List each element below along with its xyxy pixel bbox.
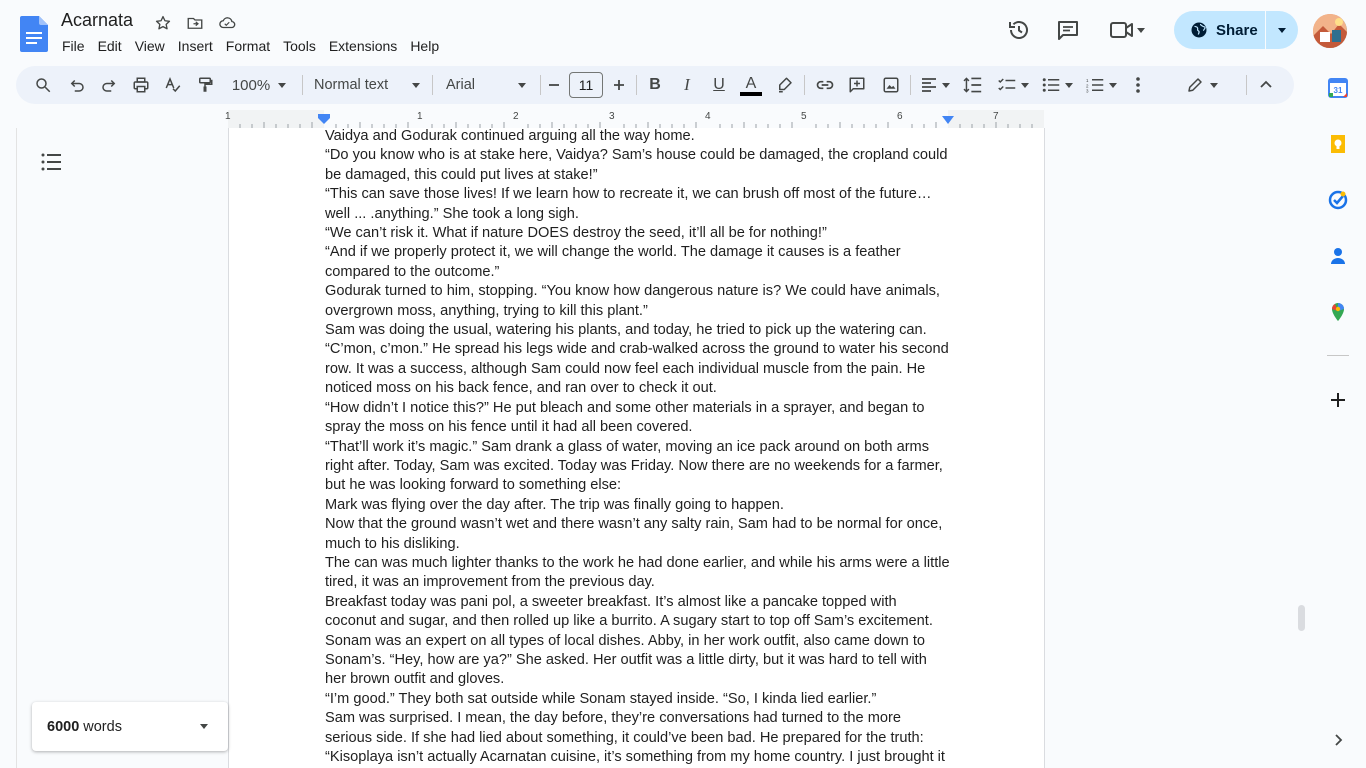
zoom-select[interactable] xyxy=(228,66,290,104)
ruler-label: 7 xyxy=(993,111,999,122)
menu-edit[interactable]: Edit xyxy=(97,38,122,54)
version-history-icon[interactable] xyxy=(1005,16,1033,44)
paragraph[interactable]: The can was much lighter thanks to the work he had done earlier, and while his arms were a little tired, it was an improvement from the previous day. xyxy=(325,554,950,591)
tasks-icon[interactable] xyxy=(1328,190,1348,210)
top-bar xyxy=(0,0,1366,64)
paragraph[interactable]: Sam was surprised. I mean, the day before, they’re conversations had turned to the more serious side. If she had lied about something, it could’ve been bad. He prepared for the truth: xyxy=(325,710,924,746)
toolbar-divider xyxy=(804,75,805,95)
ruler-label: 3 xyxy=(609,111,615,122)
menu-tools[interactable]: Tools xyxy=(283,38,316,54)
word-count-widget[interactable] xyxy=(32,702,228,751)
ruler-label: 1 xyxy=(225,111,231,122)
menu-bar xyxy=(62,37,452,55)
svg-text:3: 3 xyxy=(1085,88,1089,93)
word-count-label: words xyxy=(83,718,122,735)
increase-font-icon[interactable] xyxy=(609,66,629,104)
undo-icon[interactable] xyxy=(64,66,90,104)
paragraph[interactable]: Breakfast today was pani pol, a sweeter breakfast. It’s almost like a pancake topped with coconut and sugar, and then rolled up like a burrito. A sugary start to top off Sam’s excitement. Sonam was an expert on all types of local dishes. Abby, in her work outfit, also came down to Sonam’s. “Hey, how are ya?” She asked. Her outfit was a little dirty, but it was hard to tell with her brown outfit and gloves. xyxy=(325,593,933,688)
ruler-label: 2 xyxy=(513,111,519,122)
numbered-list-icon[interactable] xyxy=(1082,66,1120,104)
meet-video-icon[interactable] xyxy=(1108,16,1136,44)
zoom-dropdown-icon xyxy=(278,83,286,88)
paragraph-style-value: Normal text xyxy=(314,77,389,93)
toolbar-divider xyxy=(302,75,303,95)
menu-help[interactable]: Help xyxy=(410,38,440,54)
share-main-button[interactable] xyxy=(1174,11,1266,49)
paragraph-style-select[interactable] xyxy=(314,66,420,104)
style-dropdown-icon xyxy=(412,83,420,88)
print-icon[interactable] xyxy=(128,66,154,104)
bullet-list-icon[interactable] xyxy=(1038,66,1076,104)
move-folder-icon[interactable] xyxy=(184,12,206,34)
menu-extensions[interactable]: Extensions xyxy=(328,38,398,54)
editing-mode-icon[interactable] xyxy=(1182,66,1222,104)
document-body[interactable] xyxy=(325,128,951,767)
calendar-date: 31 xyxy=(1333,86,1343,95)
document-outline-icon[interactable] xyxy=(40,151,62,173)
globe-icon xyxy=(1190,21,1208,39)
more-icon[interactable] xyxy=(1126,66,1150,104)
bold-icon[interactable]: B xyxy=(649,76,661,93)
paragraph[interactable]: Mark was flying over the day after. The trip was finally going to happen. xyxy=(325,496,784,513)
docs-logo-icon[interactable] xyxy=(20,16,48,52)
menu-view[interactable]: View xyxy=(134,38,165,54)
add-comment-icon[interactable] xyxy=(844,66,870,104)
meet-dropdown-icon[interactable] xyxy=(1133,16,1149,44)
search-menus-icon[interactable] xyxy=(30,66,56,104)
paragraph[interactable]: Vaidya and Godurak continued arguing all the way home. xyxy=(325,128,695,144)
toolbar-divider xyxy=(910,75,911,95)
highlight-icon[interactable] xyxy=(772,66,798,104)
menu-format[interactable]: Format xyxy=(225,38,271,54)
underline-icon[interactable]: U xyxy=(713,76,725,93)
paragraph[interactable]: Godurak turned to him, stopping. “You know how dangerous nature is? We could have animals, overgrown moss, anything, trying to kill this plant.” xyxy=(325,283,940,319)
menu-file[interactable]: File xyxy=(62,38,85,54)
expand-panel-icon[interactable] xyxy=(1328,730,1348,750)
toolbar xyxy=(16,66,1294,104)
avatar[interactable] xyxy=(1313,14,1347,48)
toolbar-divider xyxy=(636,75,637,95)
contacts-icon[interactable] xyxy=(1328,246,1348,266)
font-value: Arial xyxy=(446,77,476,93)
star-icon[interactable] xyxy=(152,12,174,34)
zoom-value: 100% xyxy=(231,76,271,94)
svg-text:1: 1 xyxy=(1085,78,1089,83)
share-button[interactable] xyxy=(1174,11,1298,49)
font-size-input[interactable]: 11 xyxy=(569,72,603,98)
menu-insert[interactable]: Insert xyxy=(177,38,213,54)
paragraph[interactable]: “And if we properly protect it, we will change the world. The damage it causes is a feather compared to the outcome.” xyxy=(325,244,901,280)
align-icon[interactable] xyxy=(916,66,954,104)
side-panel-divider xyxy=(1327,355,1349,356)
paragraph[interactable]: “That’ll work it’s magic.” Sam drank a glass of water, moving an ice pack around on both arms right after. Today, Sam was excited. Today was Friday. Now there are no weekends for a farmer, but he was looking forward to something else: xyxy=(325,438,943,494)
word-count-dropdown-icon[interactable] xyxy=(200,724,208,729)
paint-format-icon[interactable] xyxy=(192,66,218,104)
ruler-ticks xyxy=(228,110,1044,128)
svg-text:2: 2 xyxy=(1085,83,1089,89)
document-page[interactable] xyxy=(228,128,1045,768)
toolbar-divider xyxy=(1246,75,1247,95)
horizontal-ruler[interactable] xyxy=(225,110,1044,128)
paragraph[interactable]: “Kisoplaya isn’t actually Acarnatan cuisine, it’s something from my home country. I just brought it xyxy=(325,749,945,765)
toolbar-divider xyxy=(432,75,433,95)
document-title[interactable]: Acarnata xyxy=(61,10,134,30)
line-spacing-icon[interactable] xyxy=(960,66,986,104)
cloud-saved-icon[interactable] xyxy=(216,12,238,34)
paragraph[interactable]: Now that the ground wasn’t wet and there wasn’t any salty rain, Sam had to be normal for once, much to his disliking. xyxy=(325,516,943,552)
ruler-label: 1 xyxy=(417,111,423,122)
paragraph[interactable]: “This can save those lives! If we learn how to recreate it, we can brush off most of the future…well ... .anything.” She took a long sigh. xyxy=(325,186,932,222)
share-label: Share xyxy=(1216,21,1258,39)
collapse-menus-icon[interactable] xyxy=(1254,66,1278,104)
decrease-font-icon[interactable] xyxy=(544,66,564,104)
add-addon-icon[interactable] xyxy=(1328,390,1348,410)
side-panel xyxy=(1310,64,1366,768)
paragraph[interactable]: Sam was doing the usual, watering his plants, and today, he tried to pick up the watering can. xyxy=(325,322,927,339)
checklist-icon[interactable] xyxy=(994,66,1032,104)
keep-icon[interactable] xyxy=(1328,134,1348,154)
share-dropdown-icon[interactable] xyxy=(1266,28,1298,33)
ruler-label: 5 xyxy=(801,111,807,122)
paragraph[interactable]: “I’m good.” They both sat outside while Sonam stayed inside. “So, I kinda lied earlier.” xyxy=(325,690,877,707)
link-icon[interactable] xyxy=(812,66,838,104)
redo-icon[interactable] xyxy=(96,66,122,104)
ruler-label: 4 xyxy=(705,111,711,122)
comments-icon[interactable] xyxy=(1054,16,1082,44)
paragraph[interactable]: “C’mon, c’mon.” He spread his legs wide and crab-walked across the ground to water his second row. It was a success, although Sam could now feel each individual muscle from the pain. He noticed moss on his back fence, and ran over to check it out. xyxy=(325,341,949,397)
spellcheck-icon[interactable] xyxy=(160,66,186,104)
maps-icon[interactable] xyxy=(1328,302,1348,322)
scrollbar-thumb[interactable] xyxy=(1298,605,1305,631)
calendar-icon[interactable] xyxy=(1328,78,1348,98)
text-color-icon[interactable]: A xyxy=(738,66,764,104)
font-select[interactable] xyxy=(446,66,526,104)
italic-icon[interactable]: I xyxy=(684,75,690,94)
paragraph[interactable]: “We can’t risk it. What if nature DOES destroy the seed, it’ll all be for nothing!” xyxy=(325,225,827,242)
insert-image-icon[interactable] xyxy=(878,66,904,104)
ruler-label: 6 xyxy=(897,111,903,122)
word-count-value: 6000 xyxy=(47,718,80,735)
font-dropdown-icon xyxy=(518,83,526,88)
paragraph[interactable]: “Do you know who is at stake here, Vaidya? Sam’s house could be damaged, the cropland could be damaged, this could put lives at stake!” xyxy=(325,147,948,183)
toolbar-divider xyxy=(540,75,541,95)
paragraph[interactable]: “How didn’t I notice this?” He put bleach and some other materials in a sprayer, and began to spray the moss on his fence until it had all been covered. xyxy=(325,399,925,436)
